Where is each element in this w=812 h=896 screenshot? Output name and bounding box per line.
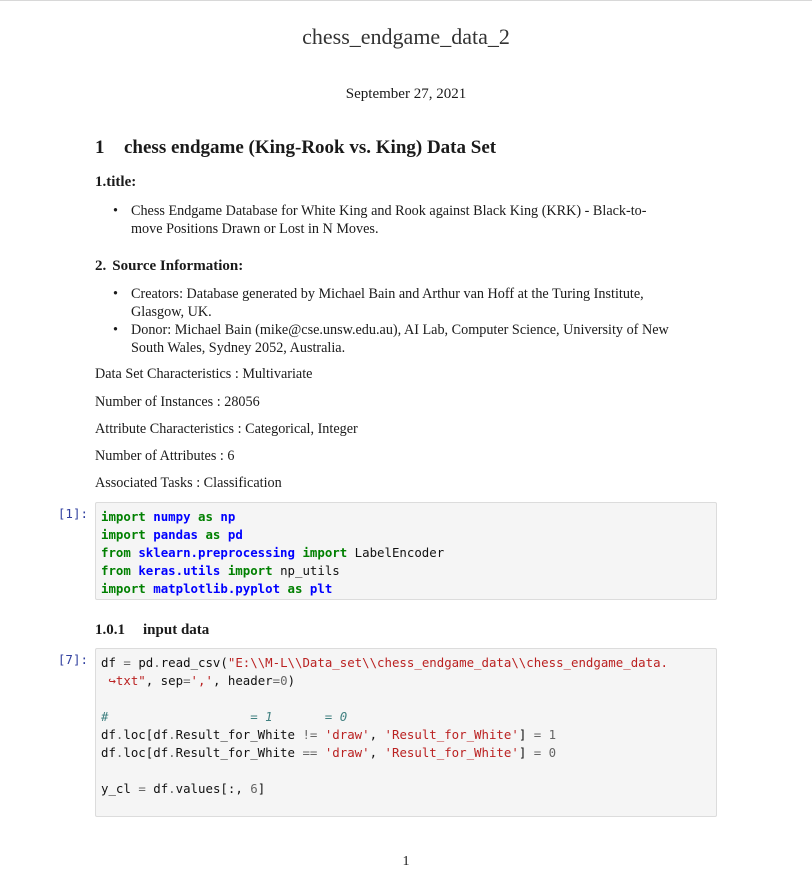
code-token: sklearn.preprocessing xyxy=(138,545,295,560)
page-number: 1 xyxy=(402,854,410,869)
code-token: as xyxy=(287,581,303,596)
title-subheading: 1.title: xyxy=(95,174,137,190)
code-token: plt xyxy=(309,581,333,596)
code-token: . xyxy=(115,745,124,760)
code-token: ↪ xyxy=(101,673,116,688)
code-token: loc[df xyxy=(123,745,169,760)
code-token: from xyxy=(101,563,131,578)
code-token: = xyxy=(138,781,146,796)
code-token xyxy=(317,745,324,760)
bullet-icon: • xyxy=(113,322,118,338)
code-token: 0 xyxy=(280,673,288,688)
subsection-title: input data xyxy=(143,622,210,638)
section-number: 1 xyxy=(95,137,105,158)
code-token: . xyxy=(153,655,161,670)
code-token: import xyxy=(101,581,146,596)
code-token: import xyxy=(101,509,146,524)
code-token: , sep xyxy=(145,673,184,688)
code-token: = xyxy=(533,745,542,760)
source-title: Source Information: xyxy=(112,258,244,274)
code-token: 6 xyxy=(250,781,258,796)
code-token: pd xyxy=(227,527,243,542)
code-line xyxy=(101,762,668,780)
code-token: from xyxy=(101,545,131,560)
code-token: , xyxy=(369,745,385,760)
code-token: Result_for_White xyxy=(175,745,303,760)
code-token: , xyxy=(369,727,385,742)
source-bullet-list xyxy=(113,285,719,357)
document-date: September 27, 2021 xyxy=(345,86,467,102)
code-token: np_utils xyxy=(272,563,340,578)
code-token: , header xyxy=(212,673,273,688)
code-token: LabelEncoder xyxy=(347,545,445,560)
code-token: = xyxy=(272,673,281,688)
section-title: chess endgame (King-Rook vs. King) Data Set xyxy=(124,137,497,158)
code-token: 0 xyxy=(548,745,557,760)
list-item xyxy=(113,202,719,238)
page-top-border xyxy=(0,0,812,1)
source-subheading xyxy=(95,258,243,275)
code-line xyxy=(101,708,668,726)
code-token: . xyxy=(168,745,176,760)
code-line xyxy=(101,580,444,598)
bullet-line: Creators: Database generated by Michael Bain and Arthur van Hoff at the Turing Institute, xyxy=(131,286,644,302)
code-line xyxy=(101,690,668,708)
code-line xyxy=(101,780,668,798)
code-token: df xyxy=(101,745,116,760)
code-token: df xyxy=(145,781,169,796)
bullet-line: South Wales, Sydney 2052, Australia. xyxy=(131,340,346,356)
title-bullet-list xyxy=(113,202,719,238)
code-token: read_csv( xyxy=(160,655,228,670)
code-token: != xyxy=(302,727,318,742)
code-token xyxy=(541,727,548,742)
bullet-icon: • xyxy=(113,203,118,219)
code-token: loc[df xyxy=(123,727,169,742)
code-token: 1 xyxy=(548,727,557,742)
bullet-line: Glasgow, UK. xyxy=(131,304,212,320)
subsection-number: 1.0.1 xyxy=(95,622,125,638)
code-line xyxy=(101,672,668,690)
code-token xyxy=(280,581,287,596)
bullet-line: Chess Endgame Database for White King and Rook against Black King (KRK) - Black-to- xyxy=(131,203,647,219)
code-token: . xyxy=(115,727,124,742)
code-line xyxy=(101,654,668,672)
associated-tasks: Associated Tasks : Classification xyxy=(95,475,282,491)
code-token xyxy=(541,745,548,760)
code-line xyxy=(101,526,444,544)
number-of-attributes: Number of Attributes : 6 xyxy=(95,448,235,464)
code-token: pd xyxy=(130,655,154,670)
code-token: . xyxy=(168,727,176,742)
code-cell-input-data[interactable] xyxy=(95,648,717,817)
code-block xyxy=(101,654,668,798)
subsection-heading xyxy=(95,622,209,639)
code-token xyxy=(191,509,198,524)
cell-prompt: [1]: xyxy=(57,506,88,521)
code-token: 'draw' xyxy=(324,727,370,742)
code-token: 'Result_for_White' xyxy=(384,745,519,760)
code-token: ) xyxy=(287,673,296,688)
code-token: ',' xyxy=(190,673,213,688)
code-token: # = 1 = 0 xyxy=(101,709,348,724)
code-token: df xyxy=(101,727,116,742)
code-token: values[:, xyxy=(175,781,251,796)
code-token: ] xyxy=(518,745,534,760)
code-token: pandas xyxy=(153,527,198,542)
code-block xyxy=(101,508,444,598)
code-line xyxy=(101,562,444,580)
code-token: keras.utils xyxy=(138,563,221,578)
code-token xyxy=(220,527,227,542)
code-token: np xyxy=(220,509,236,524)
bullet-icon: • xyxy=(113,286,118,302)
code-token: numpy xyxy=(153,509,191,524)
code-token: import xyxy=(302,545,348,560)
code-token xyxy=(302,581,309,596)
code-token: Result_for_White xyxy=(175,727,303,742)
code-token xyxy=(317,727,324,742)
code-token: import xyxy=(101,527,146,542)
code-token: txt" xyxy=(115,673,146,688)
bullet-line: move Positions Drawn or Lost in N Moves. xyxy=(131,221,379,237)
dataset-characteristics: Data Set Characteristics : Multivariate xyxy=(95,366,313,382)
section-heading xyxy=(95,137,496,159)
code-token: = xyxy=(123,655,131,670)
code-token: "E:\\M-L\\Data_set\\chess_endgame_data\\chess_endgame_data. xyxy=(227,655,668,670)
code-token: as xyxy=(205,527,221,542)
code-line xyxy=(101,726,668,744)
bullet-line: Donor: Michael Bain (mike@cse.unsw.edu.au), AI Lab, Computer Science, University of New xyxy=(131,322,669,338)
code-line xyxy=(101,544,444,562)
cell-prompt: [7]: xyxy=(57,652,88,667)
code-token: . xyxy=(168,781,176,796)
code-line xyxy=(101,508,444,526)
code-token: = xyxy=(183,673,191,688)
code-cell-imports[interactable] xyxy=(95,502,717,600)
code-token: import xyxy=(227,563,273,578)
code-token: ] xyxy=(518,727,534,742)
code-token: = xyxy=(533,727,542,742)
list-item xyxy=(113,321,719,357)
code-token: df xyxy=(101,655,124,670)
code-token xyxy=(220,563,227,578)
number-of-instances: Number of Instances : 28056 xyxy=(95,394,260,410)
code-token: as xyxy=(198,509,213,524)
code-token: == xyxy=(302,745,318,760)
code-token: 'draw' xyxy=(324,745,370,760)
source-number: 2. xyxy=(95,258,107,274)
code-token: ] xyxy=(257,781,266,796)
attribute-characteristics: Attribute Characteristics : Categorical, Integer xyxy=(95,421,358,437)
code-line xyxy=(101,744,668,762)
list-item xyxy=(113,285,719,321)
document-title: chess_endgame_data_2 xyxy=(302,24,510,49)
code-token: 'Result_for_White' xyxy=(384,727,519,742)
code-token: y_cl xyxy=(101,781,139,796)
code-token: matplotlib.pyplot xyxy=(153,581,281,596)
